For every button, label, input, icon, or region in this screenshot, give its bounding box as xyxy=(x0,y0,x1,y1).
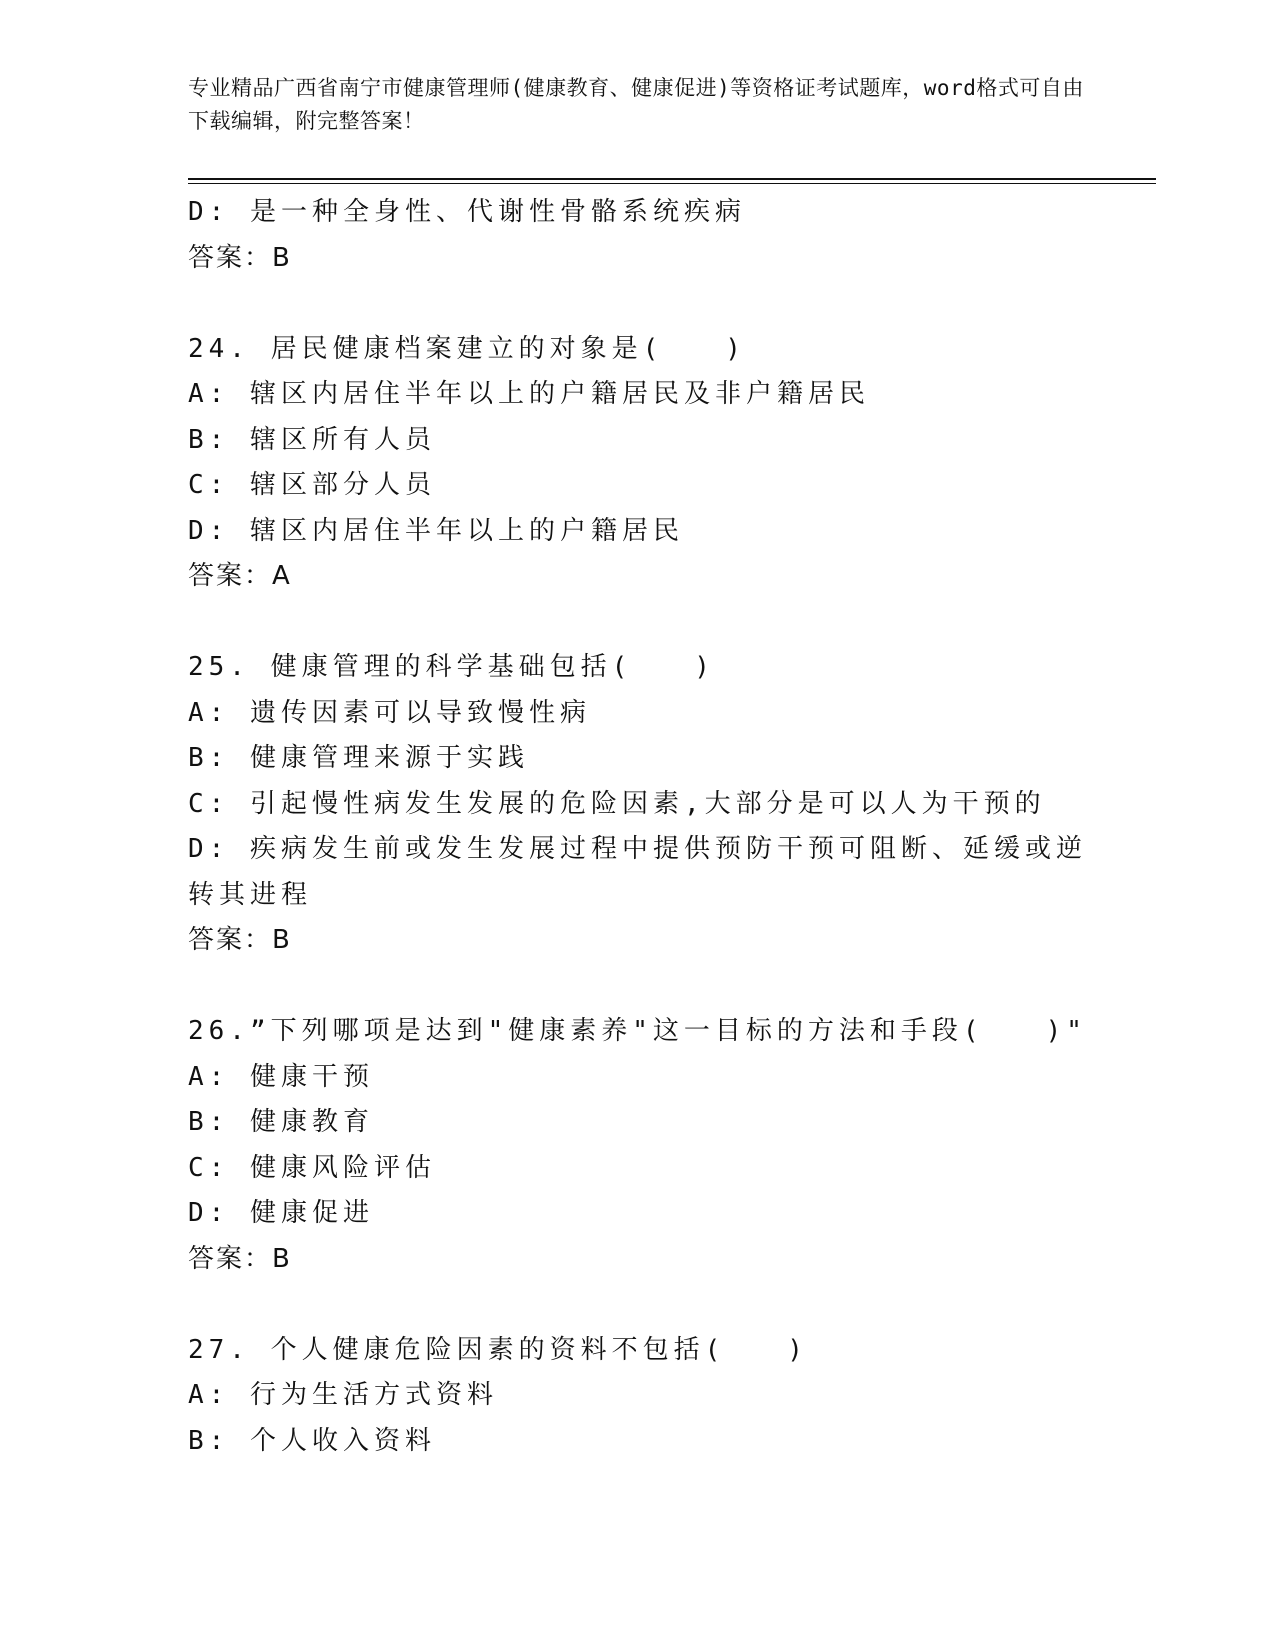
question-24-answer: 答案：A xyxy=(188,561,292,591)
document-header: 专业精品广西省南宁市健康管理师(健康教育、健康促进)等资格证考试题库，word格式可自由下载编辑，附完整答案！ xyxy=(188,76,1084,133)
spacer xyxy=(188,600,1088,646)
question-25-option-a: A: 遗传因素可以导致慢性病 xyxy=(188,697,591,728)
question-26-stem: 26.”下列哪项是达到"健康素养"这一目标的方法和手段( )" xyxy=(188,1016,1087,1046)
prev-question-option-d: D: 是一种全身性、代谢性骨骼系统疾病 xyxy=(188,197,746,227)
prev-question-answer: 答案：B xyxy=(188,242,292,273)
header-divider-thin xyxy=(188,183,1156,184)
spacer xyxy=(188,281,1088,327)
spacer xyxy=(188,964,1088,1010)
question-27-stem: 27. 个人健康危险因素的资料不包括( ) xyxy=(188,1334,808,1365)
question-list xyxy=(188,190,1088,1464)
question-25-option-b: B: 健康管理来源于实践 xyxy=(188,743,529,773)
question-24-option-a: A: 辖区内居住半年以上的户籍居民及非户籍居民 xyxy=(188,379,870,409)
question-24-option-b: B: 辖区所有人员 xyxy=(188,424,436,455)
question-26-option-a: A: 健康干预 xyxy=(188,1061,374,1092)
question-26-answer: 答案：B xyxy=(188,1243,292,1274)
header-divider-thick xyxy=(188,178,1156,180)
question-24-option-d: D: 辖区内居住半年以上的户籍居民 xyxy=(188,515,684,546)
question-26-option-d: D: 健康促进 xyxy=(188,1198,374,1228)
question-26-option-c: C: 健康风险评估 xyxy=(188,1152,436,1183)
question-25-option-d: D: 疾病发生前或发生发展过程中提供预防干预可阻断、延缓或逆转其进程 xyxy=(188,834,1087,910)
question-27-option-a: A: 行为生活方式资料 xyxy=(188,1380,498,1410)
question-25-option-c: C: 引起慢性病发生发展的危险因素,大部分是可以人为干预的 xyxy=(188,788,1046,819)
question-24-option-c: C: 辖区部分人员 xyxy=(188,470,436,500)
question-27-option-b: B: 个人收入资料 xyxy=(188,1425,436,1456)
question-25-stem: 25. 健康管理的科学基础包括( ) xyxy=(188,652,715,682)
question-24-stem: 24. 居民健康档案建立的对象是( ) xyxy=(188,333,746,364)
question-26-option-b: B: 健康教育 xyxy=(188,1107,374,1137)
question-25-answer: 答案：B xyxy=(188,925,292,955)
spacer xyxy=(188,1282,1088,1328)
